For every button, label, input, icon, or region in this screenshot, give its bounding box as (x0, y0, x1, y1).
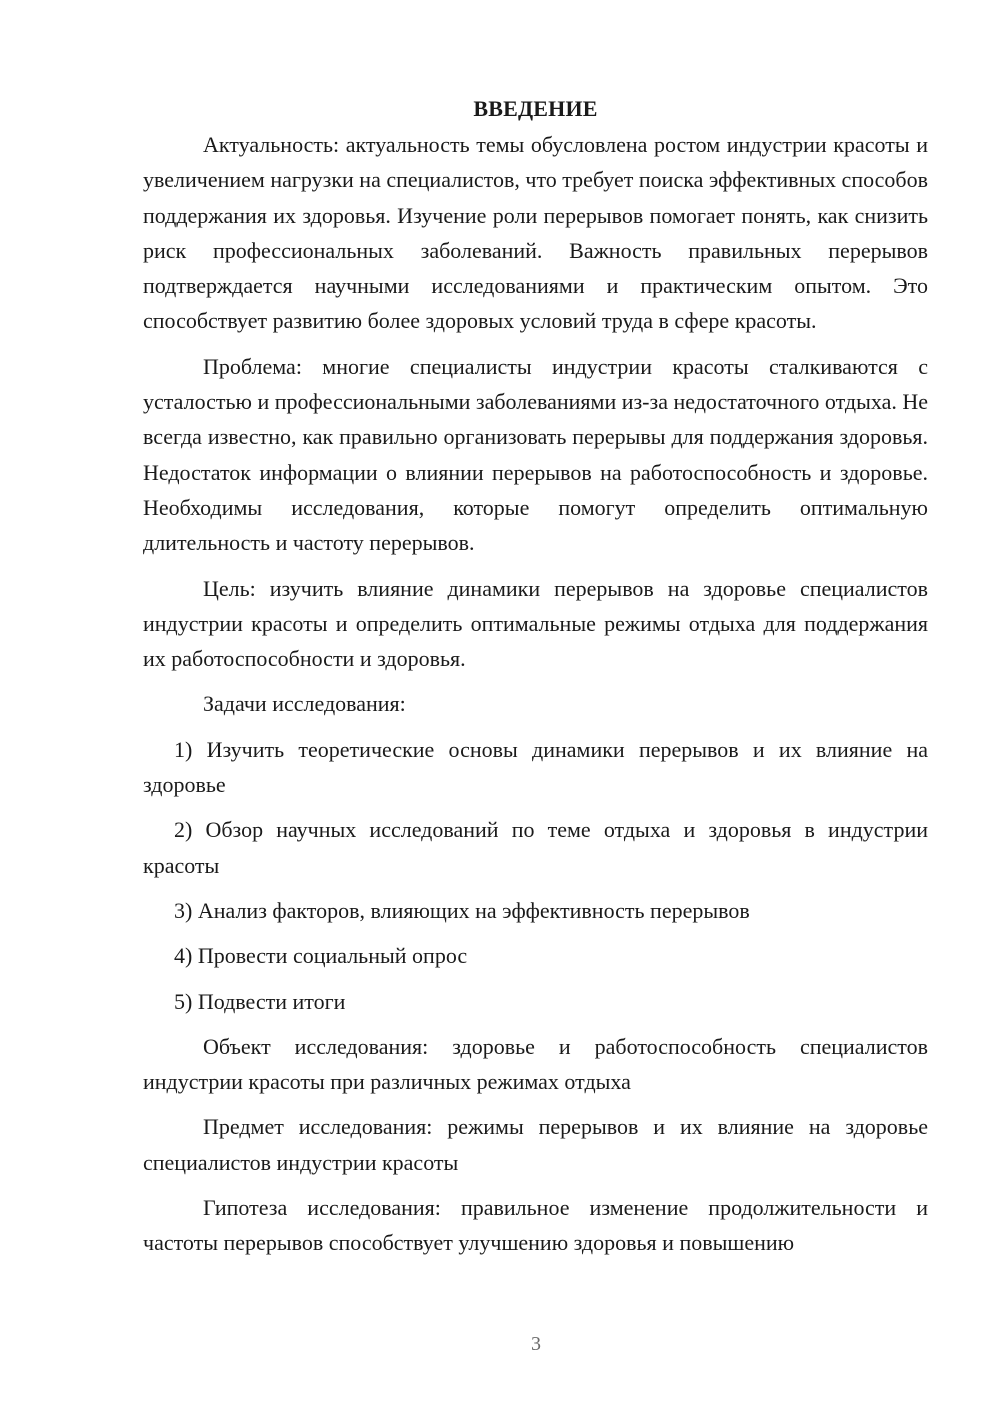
page-content (143, 92, 928, 1261)
page-number: 3 (531, 1333, 541, 1355)
object-paragraph: Объект исследования: здоровье и работоспособность специалистов индустрии красоты при различных режимах отдыха (143, 1033, 928, 1095)
list-item-task-3: 3) Анализ факторов, влияющих на эффективность перерывов (174, 897, 750, 923)
list-item-task-1: 1) Изучить теоретические основы динамики перерывов и их влияние на здоровье (143, 736, 928, 798)
problem-paragraph: Проблема: многие специалисты индустрии красоты сталкиваются с усталостью и профессиональными заболеваниями из-за недостаточного отдыха. Не всегда известно, как правильно организовать перерывы для поддержания здоровья. Недостаток информации о влиянии перерывов на работоспособность и здоровье. Необходимы исследования, которые помогут определить оптимальную длительность и частоту перерывов. (143, 353, 928, 556)
tasks-list (143, 732, 928, 1019)
section-heading: ВВЕДЕНИЕ (473, 96, 598, 121)
hypothesis-paragraph: Гипотеза исследования: правильное изменение продолжительности и частоты перерывов способствует улучшению здоровья и повышению (143, 1195, 928, 1256)
list-item-task-2: 2) Обзор научных исследований по теме отдыха и здоровья в индустрии красоты (143, 817, 928, 878)
list-item-task-4: 4) Провести социальный опрос (174, 943, 468, 969)
subject-paragraph: Предмет исследования: режимы перерывов и их влияние на здоровье специалистов индустрии красоты (143, 1114, 928, 1175)
list-item-task-5: 5) Подвести итоги (174, 988, 346, 1014)
goal-paragraph: Цель: изучить влияние динамики перерывов на здоровье специалистов индустрии красоты и определить оптимальные режимы отдыха для поддержания их работоспособности и здоровья. (143, 575, 928, 672)
tasks-intro: Задачи исследования: (203, 691, 406, 717)
relevance-paragraph: Актуальность: актуальность темы обусловлена ростом индустрии красоты и увеличением нагрузки на специалистов, что требует поиска эффективных способов поддержания их здоровья. Изучение роли перерывов помогает понять, как снизить риск профессиональных заболеваний. Важность правильных перерывов подтверждается научными исследованиями и практическим опытом. Это способствует развитию более здоровых условий труда в сфере красоты. (143, 132, 928, 334)
